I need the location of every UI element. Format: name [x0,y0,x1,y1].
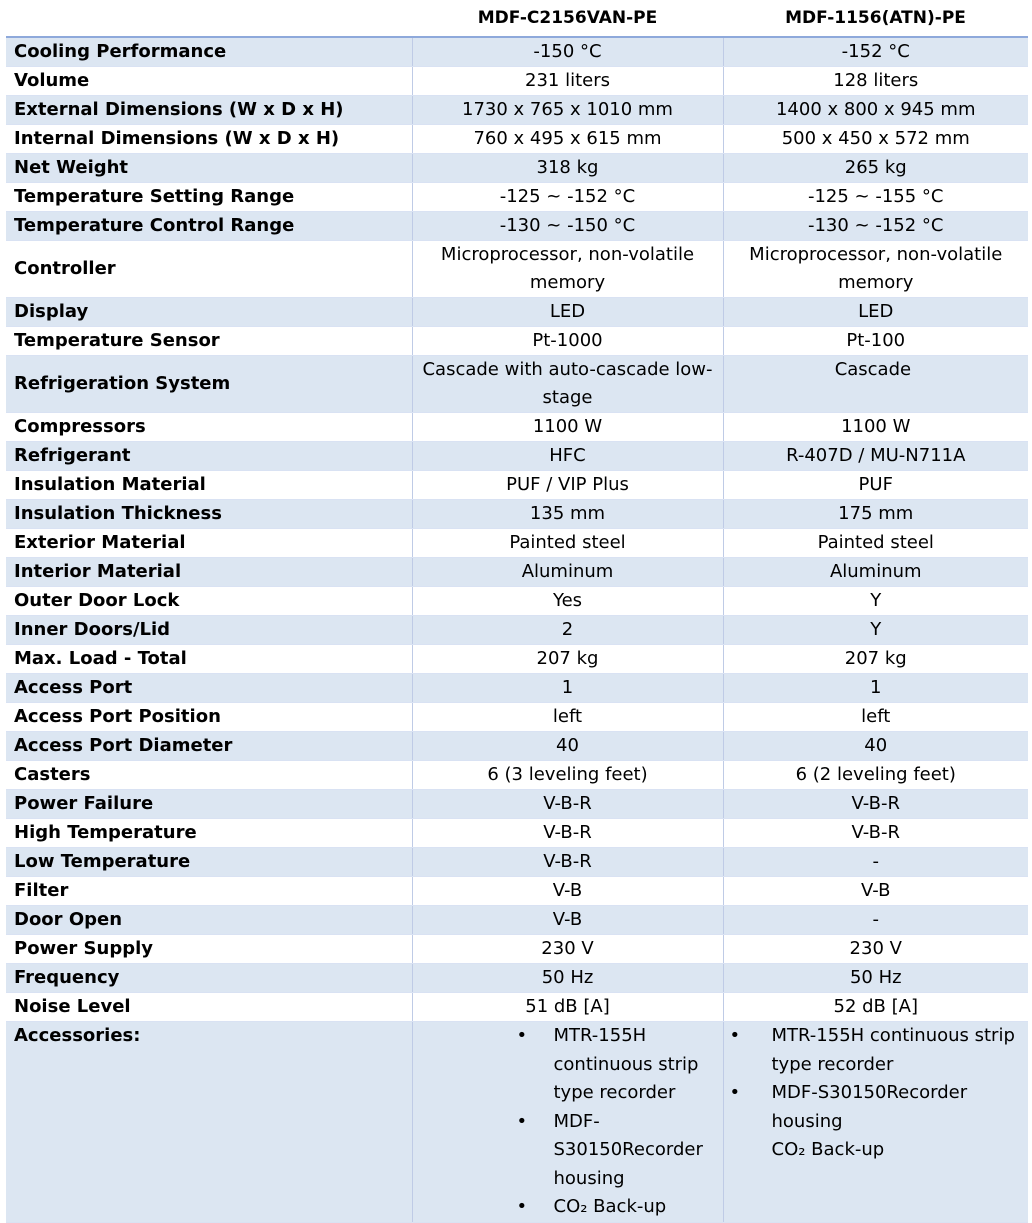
value-model-1: 230 V [412,935,723,964]
table-row [6,125,1028,154]
bullet-icon: • [516,1025,528,1046]
value-model-2: -152 °C [723,37,1028,67]
value-model-2: V-B [723,877,1028,906]
bullet-icon: • [516,1196,528,1217]
list-item-text: MDF-S30150Recorder housing [771,1082,968,1132]
value-model-2: 207 kg [723,645,1028,674]
row-label: Frequency [6,964,412,993]
table-row [6,298,1028,327]
value-model-1: 6 (3 leveling feet) [412,761,723,790]
value-model-2: 52 dB [A] [723,993,1028,1022]
row-label: Temperature Setting Range [6,183,412,212]
table-row [6,964,1028,993]
row-label: Internal Dimensions (W x D x H) [6,125,412,154]
list-item [517,1022,715,1108]
value-model-1: V-B [412,906,723,935]
value-model-1: 1730 x 765 x 1010 mm [412,96,723,125]
table-row [6,183,1028,212]
table-row [6,471,1028,500]
table-row [6,877,1028,906]
row-label: Interior Material [6,558,412,587]
value-model-1: Painted steel [412,529,723,558]
value-model-2: 1400 x 800 x 945 mm [723,96,1028,125]
header-row [6,0,1028,37]
value-model-1: Aluminum [412,558,723,587]
row-label: Max. Load - Total [6,645,412,674]
row-label: Exterior Material [6,529,412,558]
table-row [6,442,1028,471]
value-model-2: - [723,848,1028,877]
table-row [6,327,1028,356]
table-row [6,37,1028,67]
accessories-list [724,1022,1021,1136]
value-model-2: Aluminum [723,558,1028,587]
row-label: Net Weight [6,154,412,183]
value-model-2: Y [723,616,1028,645]
value-model-1: V-B-R [412,848,723,877]
row-label: Low Temperature [6,848,412,877]
row-label: Noise Level [6,993,412,1022]
row-label: Inner Doors/Lid [6,616,412,645]
value-model-1: left [412,703,723,732]
list-item [724,1079,1021,1136]
table-row [6,790,1028,819]
value-model-2: LED [723,298,1028,327]
value-model-1: 51 dB [A] [412,993,723,1022]
row-label: Power Supply [6,935,412,964]
table-row [6,212,1028,241]
table-row [6,241,1028,298]
row-label: High Temperature [6,819,412,848]
header-model-2: MDF-1156(ATN)-PE [723,0,1028,37]
value-model-2: 128 liters [723,67,1028,96]
row-label: Temperature Sensor [6,327,412,356]
row-label: Display [6,298,412,327]
row-label: Refrigeration System [6,356,412,413]
value-model-2: 6 (2 leveling feet) [723,761,1028,790]
value-model-1: Cascade with auto-cascade low-stage [412,356,723,413]
value-model-2: 1100 W [723,413,1028,442]
value-model-2: 265 kg [723,154,1028,183]
table-row [6,413,1028,442]
header-blank [6,0,412,37]
row-label: Compressors [6,413,412,442]
accessories-label: Accessories: [6,1022,412,1223]
value-model-2: V-B-R [723,819,1028,848]
value-model-1: -150 °C [412,37,723,67]
value-model-2: left [723,703,1028,732]
table-row [6,993,1028,1022]
list-item-text: CO₂ Back-up [553,1196,667,1217]
row-label: Outer Door Lock [6,587,412,616]
row-label: Cooling Performance [6,37,412,67]
accessories-list-cell [723,1022,1028,1223]
value-model-1: 318 kg [412,154,723,183]
row-label: Power Failure [6,790,412,819]
table-row [6,906,1028,935]
row-label: Filter [6,877,412,906]
value-model-1: 40 [412,732,723,761]
value-model-2: 40 [723,732,1028,761]
value-model-2: 500 x 450 x 572 mm [723,125,1028,154]
value-model-1: V-B-R [412,819,723,848]
table-row [6,935,1028,964]
value-model-1: 1100 W [412,413,723,442]
value-model-2: 175 mm [723,500,1028,529]
row-label: Volume [6,67,412,96]
bullet-icon: • [729,1025,741,1046]
list-item-text: MTR-155H continuous strip type recorder [771,1025,1015,1075]
value-model-1: -130 ~ -150 °C [412,212,723,241]
bullet-icon: • [729,1082,741,1103]
spec-comparison-table [6,0,1028,1223]
table-row [6,645,1028,674]
row-label: Door Open [6,906,412,935]
table-row [6,529,1028,558]
value-model-2: PUF [723,471,1028,500]
list-item-text: MDF-S30150Recorder housing [553,1110,703,1189]
value-model-1: 50 Hz [412,964,723,993]
list-item-text: MTR-155H continuous strip type recorder [553,1025,699,1103]
value-model-2: Painted steel [723,529,1028,558]
value-model-2: R-407D / MU-N711A [723,442,1028,471]
value-model-2: -130 ~ -152 °C [723,212,1028,241]
accessories-list-cell [412,1022,723,1223]
value-model-1: 135 mm [412,500,723,529]
value-model-2: -125 ~ -155 °C [723,183,1028,212]
value-model-1: V-B [412,877,723,906]
value-model-1: 2 [412,616,723,645]
value-model-1: -125 ~ -152 °C [412,183,723,212]
row-label: Refrigerant [6,442,412,471]
table-row [6,67,1028,96]
row-label: Insulation Material [6,471,412,500]
accessories-list [513,1022,715,1222]
value-model-2: Cascade [723,356,1028,413]
table-row [6,848,1028,877]
value-model-2: Y [723,587,1028,616]
value-model-1: 231 liters [412,67,723,96]
value-model-2: 1 [723,674,1028,703]
table-row [6,587,1028,616]
table-row [6,732,1028,761]
table-row [6,356,1028,413]
table-row [6,674,1028,703]
value-model-1: Yes [412,587,723,616]
value-model-1: 207 kg [412,645,723,674]
value-model-1: Microprocessor, non-volatile memory [412,241,723,298]
value-model-1: 760 x 495 x 615 mm [412,125,723,154]
list-item [517,1108,715,1194]
table-row [6,761,1028,790]
value-model-1: 1 [412,674,723,703]
row-label: Temperature Control Range [6,212,412,241]
list-item [517,1193,715,1222]
value-model-1: Pt-1000 [412,327,723,356]
list-item [724,1022,1021,1079]
value-model-1: V-B-R [412,790,723,819]
table-row [6,96,1028,125]
value-model-2: Microprocessor, non-volatile memory [723,241,1028,298]
accessory-tail-text: CO₂ Back-up [771,1139,885,1160]
table-row [6,819,1028,848]
row-label: Insulation Thickness [6,500,412,529]
table-row [6,558,1028,587]
value-model-1: HFC [412,442,723,471]
row-label: Access Port [6,674,412,703]
table-row [6,703,1028,732]
value-model-2: 50 Hz [723,964,1028,993]
row-label: Access Port Position [6,703,412,732]
value-model-2: V-B-R [723,790,1028,819]
value-model-2: 230 V [723,935,1028,964]
table-row [6,616,1028,645]
value-model-1: PUF / VIP Plus [412,471,723,500]
row-label: Casters [6,761,412,790]
accessories-row [6,1022,1028,1223]
row-label: Access Port Diameter [6,732,412,761]
row-label: Controller [6,241,412,298]
header-model-1: MDF-C2156VAN-PE [412,0,723,37]
value-model-2: - [723,906,1028,935]
table-row [6,500,1028,529]
value-model-1: LED [412,298,723,327]
row-label: External Dimensions (W x D x H) [6,96,412,125]
value-model-2: Pt-100 [723,327,1028,356]
bullet-icon: • [516,1110,528,1132]
table-row [6,154,1028,183]
